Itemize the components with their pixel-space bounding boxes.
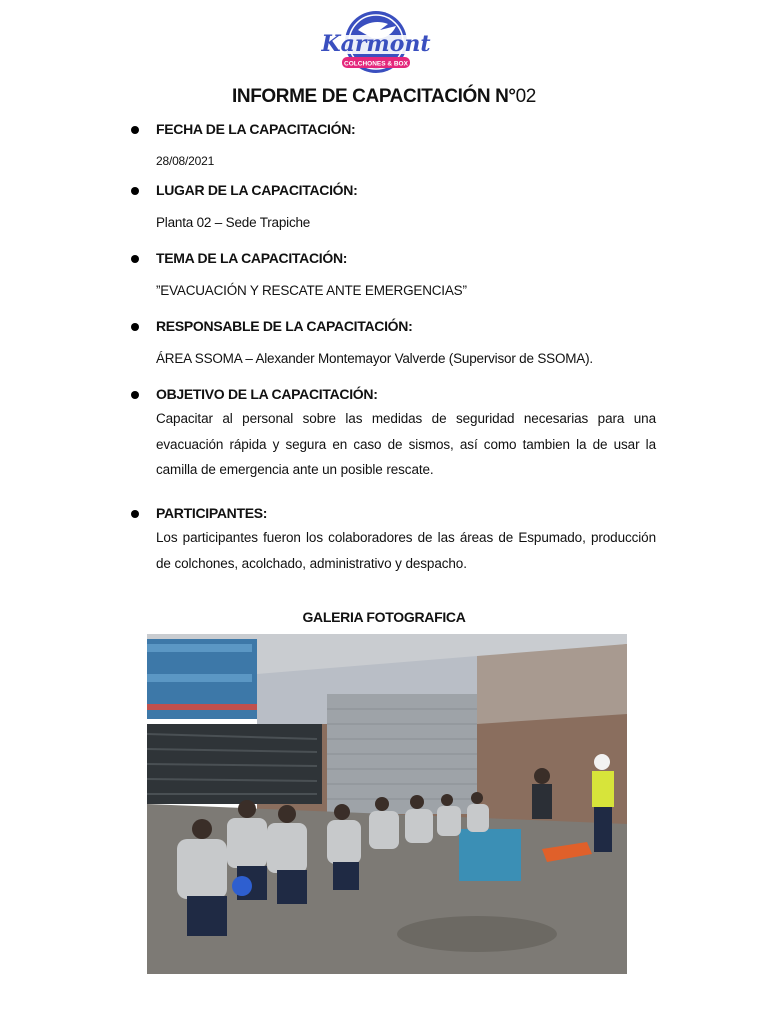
responsable-value: ÁREA SSOMA – Alexander Montemayor Valverde (Supervisor de SSOMA). <box>156 351 593 366</box>
bullet-icon <box>131 126 139 134</box>
bullet-icon <box>131 391 139 399</box>
training-photo <box>147 634 627 974</box>
bullet-icon <box>131 510 139 518</box>
karmont-logo <box>312 8 440 78</box>
bullet-icon <box>131 255 139 263</box>
responsable-heading: RESPONSABLE DE LA CAPACITACIÓN: <box>156 318 413 334</box>
bullet-icon <box>131 323 139 331</box>
logo-tagline: COLCHONES & BOX <box>344 60 408 68</box>
lugar-heading: LUGAR DE LA CAPACITACIÓN: <box>156 182 358 198</box>
report-title-text: INFORME DE CAPACITACIÓN N° <box>232 86 516 107</box>
tema-heading: TEMA DE LA CAPACITACIÓN: <box>156 250 348 266</box>
fecha-heading: FECHA DE LA CAPACITACIÓN: <box>156 121 356 137</box>
objetivo-heading: OBJETIVO DE LA CAPACITACIÓN: <box>156 386 378 402</box>
bullet-icon <box>131 187 139 195</box>
participantes-value: Los participantes fueron los colaboradores de las áreas de Espumado, producción de colchones, acolchado, administrativo y despacho. <box>156 530 656 571</box>
logo-brand-text: Karmont <box>321 31 431 57</box>
tema-value: ”EVACUACIÓN Y RESCATE ANTE EMERGENCIAS” <box>156 283 467 298</box>
report-title <box>0 86 768 108</box>
fecha-value: 28/08/2021 <box>156 154 215 168</box>
gallery-title: GALERIA FOTOGRAFICA <box>302 609 466 625</box>
participantes-heading: PARTICIPANTES: <box>156 505 268 521</box>
objetivo-value: Capacitar al personal sobre las medidas de seguridad necesarias para una evacuación rápida y segura en caso de sismos, así como tambien la de usar la camilla de emergencia ante un posible rescate. <box>156 411 656 477</box>
report-number: 02 <box>515 86 536 107</box>
lugar-value: Planta 02 – Sede Trapiche <box>156 215 311 230</box>
